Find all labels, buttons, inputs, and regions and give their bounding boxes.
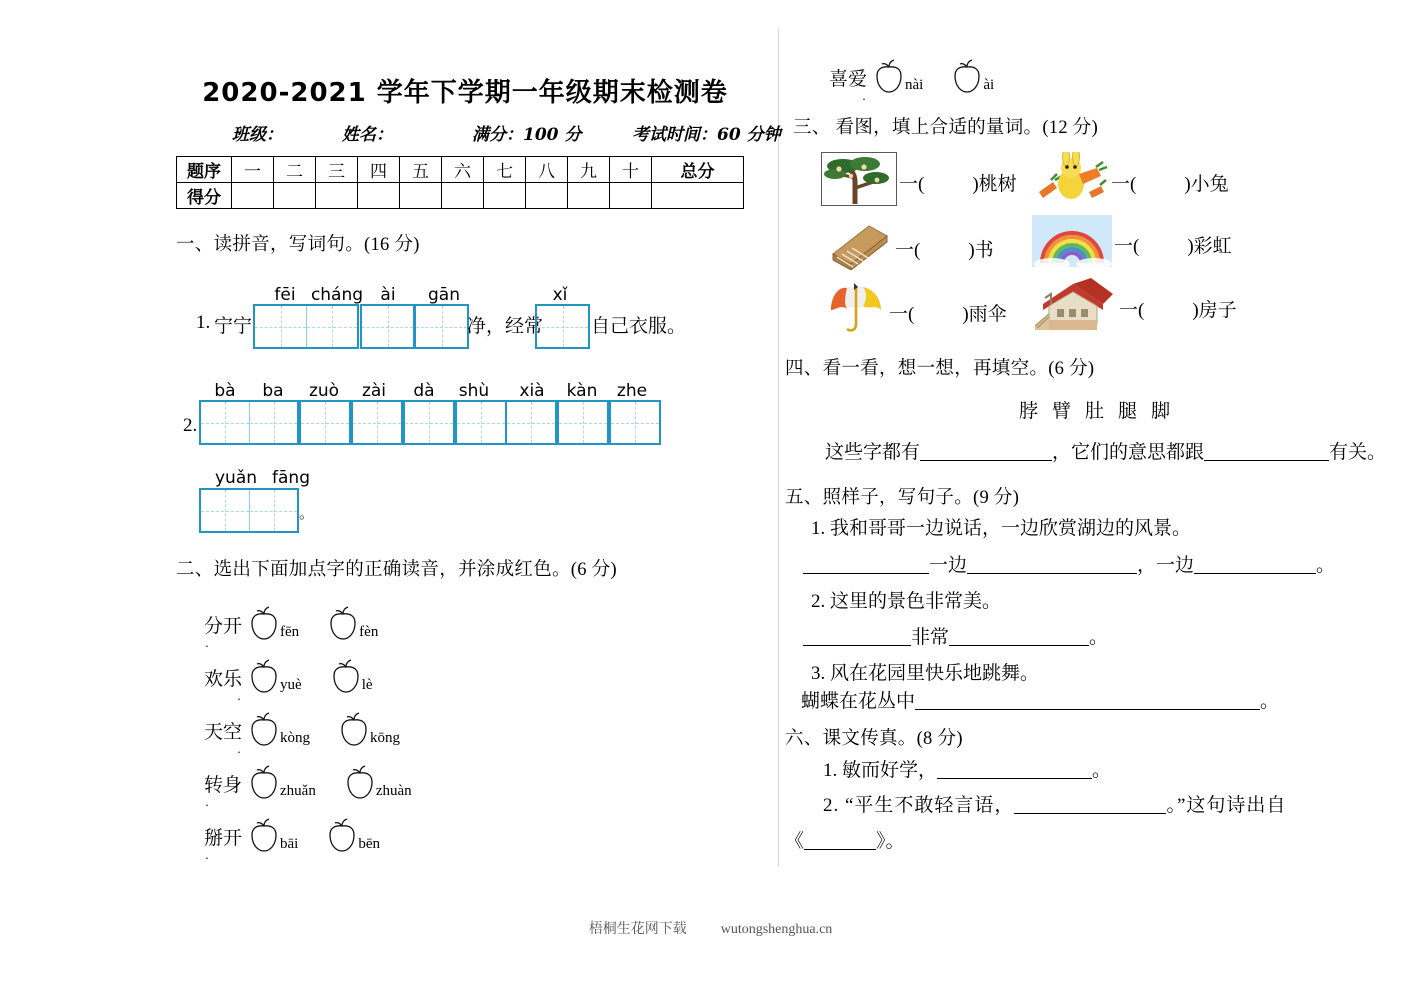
pinyin-zhe: zhe bbox=[616, 381, 648, 401]
apple-pinyin-1b: fèn bbox=[359, 624, 379, 640]
s5-kw-1b: ，一边 bbox=[1137, 555, 1195, 576]
quantity-blank-5[interactable]: 一( )雨伞 bbox=[889, 303, 1007, 325]
s6-blank-1[interactable] bbox=[937, 761, 1092, 779]
apple-pinyin-6b: ài bbox=[983, 77, 995, 93]
choice-word-6: 喜爱 . bbox=[829, 68, 868, 103]
apple-pinyin-5a: bāi bbox=[280, 836, 299, 852]
char-bo: 脖 bbox=[1019, 401, 1053, 422]
pinyin-yuan: yuǎn bbox=[214, 468, 258, 488]
score-cell-4[interactable] bbox=[358, 183, 400, 209]
tianzige-group-q3[interactable] bbox=[199, 488, 299, 533]
section-6-heading: 六、课文传真。(8 分) bbox=[785, 729, 963, 749]
umbrella-image bbox=[825, 282, 887, 336]
apple-icon[interactable] bbox=[244, 658, 284, 696]
score-cell-5[interactable] bbox=[400, 183, 442, 209]
score-cell-1[interactable] bbox=[232, 183, 274, 209]
apple-choice-row-6 bbox=[829, 58, 995, 103]
tianzige-group-q1-a[interactable] bbox=[253, 304, 359, 349]
rainbow-icon bbox=[1032, 215, 1112, 273]
pinyin-gan: gān bbox=[428, 285, 460, 305]
s6-blank-2[interactable] bbox=[1014, 796, 1166, 814]
row-label-question-order: 题序 bbox=[177, 157, 232, 183]
full-score-label: 满分：100 分 bbox=[472, 125, 582, 145]
tianzige-cell[interactable] bbox=[301, 402, 349, 443]
peach-tree-image bbox=[821, 152, 897, 206]
s5-lead-3: 蝴蝶在花丛中 bbox=[801, 691, 916, 712]
tianzige-cell[interactable] bbox=[201, 490, 249, 531]
book-image bbox=[827, 220, 893, 270]
pinyin-kan: kàn bbox=[566, 381, 598, 401]
col-1: 一 bbox=[232, 157, 274, 183]
s5-example-3: 3. 风在花园里快乐地跳舞。 bbox=[811, 663, 1040, 684]
col-5: 五 bbox=[400, 157, 442, 183]
house-icon bbox=[1029, 276, 1117, 340]
section-1-heading: 一、读拼音，写词句。(16 分) bbox=[176, 235, 420, 255]
q2-number: 2. bbox=[183, 415, 198, 436]
s5-kw-2b: 。 bbox=[1089, 627, 1109, 648]
tianzige-cell[interactable] bbox=[611, 402, 659, 443]
apple-option-4b[interactable] bbox=[340, 764, 380, 802]
footer-site-name: 梧桐生花网下载 bbox=[588, 922, 687, 937]
s5-answer-3 bbox=[801, 686, 1279, 713]
apple-pinyin-3b: kōng bbox=[370, 730, 401, 746]
apple-choice-row-2 bbox=[204, 658, 373, 703]
tianzige-cell[interactable] bbox=[255, 306, 306, 347]
score-cell-7[interactable] bbox=[484, 183, 526, 209]
q1-mid-text: 净，经常 bbox=[467, 316, 544, 337]
q3-tail-period: 。 bbox=[299, 506, 315, 522]
s5-kw-1a: 一边 bbox=[929, 555, 968, 576]
quantity-item-5 bbox=[825, 282, 1007, 342]
apple-option-1b[interactable] bbox=[323, 605, 363, 643]
s6-item-3 bbox=[785, 826, 905, 853]
s5-blank-1c[interactable] bbox=[1194, 556, 1316, 574]
apple-icon[interactable] bbox=[334, 711, 374, 749]
tianzige-word-shu[interactable] bbox=[455, 400, 507, 445]
section-2-heading: 二、选出下面加点字的正确读音，并涂成红色。(6 分) bbox=[176, 560, 617, 580]
tianzige-word-yuanfang[interactable] bbox=[199, 488, 299, 533]
pinyin-da: dà bbox=[413, 381, 435, 401]
tianzige-cell[interactable] bbox=[353, 402, 401, 443]
apple-pinyin-4b: zhuàn bbox=[375, 783, 412, 799]
tianzige-word-baba[interactable] bbox=[199, 400, 299, 445]
quantity-blank-3[interactable]: 一( )书 bbox=[895, 239, 994, 261]
pinyin-ba1: bà bbox=[214, 381, 236, 401]
s6-text-2: 2. “平生不敢轻言语， bbox=[823, 795, 1015, 816]
tianzige-group-q2-b[interactable] bbox=[505, 400, 661, 445]
tianzige-cell[interactable] bbox=[201, 402, 249, 443]
choice-word-5: 掰开 . bbox=[204, 827, 243, 862]
table-row-score bbox=[177, 183, 744, 209]
section-4-characters bbox=[1019, 396, 1184, 423]
choice-word-1: 分开 . bbox=[204, 615, 243, 650]
tianzige-word-kan[interactable] bbox=[557, 400, 609, 445]
s5-kw-3a: 。 bbox=[1260, 691, 1280, 712]
s5-blank-2b[interactable] bbox=[949, 628, 1089, 646]
quantity-blank-6[interactable]: 一( )房子 bbox=[1119, 299, 1237, 321]
house-image bbox=[1029, 276, 1117, 334]
peach-tree-icon bbox=[821, 152, 897, 212]
apple-icon[interactable] bbox=[244, 764, 284, 802]
col-7: 七 bbox=[484, 157, 526, 183]
row-label-score: 得分 bbox=[177, 183, 232, 209]
s6-blank-3[interactable] bbox=[804, 832, 876, 850]
pinyin-shu: shù bbox=[458, 381, 490, 401]
apple-icon[interactable] bbox=[869, 58, 909, 96]
apple-option-5b[interactable] bbox=[322, 817, 362, 855]
s5-kw-2a: 非常 bbox=[911, 627, 950, 648]
s5-blank-1a[interactable] bbox=[803, 556, 929, 574]
tianzige-word-xia[interactable] bbox=[505, 400, 557, 445]
score-cell-6[interactable] bbox=[442, 183, 484, 209]
s5-example-2: 2. 这里的景色非常美。 bbox=[811, 591, 1002, 612]
apple-pinyin-2a: yuè bbox=[280, 677, 302, 693]
col-10: 十 bbox=[610, 157, 652, 183]
tianzige-cell[interactable] bbox=[559, 402, 607, 443]
pinyin-fang: fāng bbox=[272, 468, 310, 488]
right-column bbox=[779, 0, 1421, 900]
s5-kw-1c: 。 bbox=[1316, 555, 1336, 576]
apple-icon[interactable] bbox=[326, 658, 366, 696]
section-4-heading: 四、看一看，想一想，再填空。(6 分) bbox=[785, 359, 1095, 379]
apple-icon[interactable] bbox=[244, 817, 284, 855]
s5-example-1: 1. 我和哥哥一边说话，一边欣赏湖边的风景。 bbox=[811, 518, 1192, 539]
tianzige-group-q2-a[interactable] bbox=[199, 400, 507, 445]
quantity-blank-1[interactable]: 一( )桃树 bbox=[899, 173, 1017, 195]
score-table bbox=[176, 156, 744, 209]
name-label: 姓名： bbox=[342, 125, 393, 145]
book-icon bbox=[827, 220, 893, 276]
choice-word-2: 欢乐 . bbox=[204, 668, 243, 703]
tianzige-word-feichang[interactable] bbox=[253, 304, 359, 349]
quantity-item-3 bbox=[827, 220, 994, 276]
apple-icon[interactable] bbox=[322, 817, 362, 855]
col-3: 三 bbox=[316, 157, 358, 183]
apple-choice-row-4 bbox=[204, 764, 412, 809]
quantity-item-2 bbox=[1031, 152, 1229, 212]
apple-choice-row-5 bbox=[204, 817, 381, 862]
q1-tail-text: 自己衣服。 bbox=[591, 316, 687, 337]
col-9: 九 bbox=[568, 157, 610, 183]
s6-text-3-after: 》。 bbox=[876, 831, 905, 852]
section-4-sentence bbox=[825, 437, 1386, 464]
apple-option-6b[interactable] bbox=[947, 58, 987, 96]
s6-text-1-after: 。 bbox=[1092, 760, 1112, 781]
char-bi: 臂 bbox=[1052, 401, 1086, 422]
s5-answer-2 bbox=[803, 622, 1108, 649]
pinyin-xi: xǐ bbox=[552, 285, 568, 305]
score-cell-10[interactable] bbox=[610, 183, 652, 209]
tianzige-word-da[interactable] bbox=[403, 400, 455, 445]
s6-item-2 bbox=[823, 790, 1286, 817]
umbrella-icon bbox=[825, 282, 887, 342]
apple-option-2b[interactable] bbox=[326, 658, 366, 696]
q1-lead-text: 宁宁 bbox=[214, 316, 253, 337]
tianzige-cell[interactable] bbox=[249, 402, 297, 443]
pinyin-chang: cháng bbox=[310, 285, 364, 305]
rabbit-carrot-icon bbox=[1031, 152, 1109, 212]
rabbit-carrot-image bbox=[1031, 152, 1109, 206]
apple-option-6a[interactable] bbox=[869, 58, 909, 96]
score-cell-total[interactable] bbox=[652, 183, 744, 209]
quantity-item-1 bbox=[821, 152, 1017, 212]
choice-word-4: 转身 . bbox=[204, 774, 243, 809]
char-jiao: 脚 bbox=[1151, 401, 1185, 422]
s4-part1: 这些字都有 bbox=[825, 442, 921, 463]
apple-pinyin-6a: nài bbox=[905, 77, 924, 93]
rainbow-image bbox=[1032, 215, 1112, 267]
apple-pinyin-3a: kòng bbox=[280, 730, 311, 746]
apple-option-5a[interactable] bbox=[244, 817, 284, 855]
score-cell-9[interactable] bbox=[568, 183, 610, 209]
s6-text-1: 1. 敏而好学， bbox=[823, 760, 938, 781]
page-title: 2020-2021 学年下学期一年级期末检测卷 bbox=[202, 78, 728, 108]
s6-text-2-after: 。”这句诗出自 bbox=[1166, 795, 1287, 816]
score-cell-3[interactable] bbox=[316, 183, 358, 209]
s5-blank-2a[interactable] bbox=[803, 628, 911, 646]
tianzige-word-zuo[interactable] bbox=[299, 400, 351, 445]
pinyin-zai: zài bbox=[361, 381, 387, 401]
char-du: 肚 bbox=[1085, 401, 1119, 422]
col-2: 二 bbox=[274, 157, 316, 183]
quantity-blank-2[interactable]: 一( )小兔 bbox=[1111, 173, 1229, 195]
tianzige-cell[interactable] bbox=[362, 306, 413, 347]
pinyin-xia: xià bbox=[519, 381, 545, 401]
tianzige-cell[interactable] bbox=[537, 306, 588, 347]
apple-option-4a[interactable] bbox=[244, 764, 284, 802]
s5-blank-1b[interactable] bbox=[967, 556, 1137, 574]
tianzige-word-ai[interactable] bbox=[360, 304, 415, 349]
footer-site-url: wutongshenghua.cn bbox=[720, 922, 833, 937]
s6-item-1 bbox=[823, 755, 1111, 782]
exam-meta-line bbox=[232, 120, 781, 145]
tianzige-cell[interactable] bbox=[405, 402, 453, 443]
choice-word-3: 天空 . bbox=[204, 721, 243, 756]
s5-blank-3a[interactable] bbox=[915, 692, 1260, 710]
tianzige-group-q1-b[interactable] bbox=[360, 304, 415, 349]
quantity-item-4 bbox=[1032, 215, 1232, 273]
apple-option-3a[interactable] bbox=[244, 711, 284, 749]
apple-choice-row-3 bbox=[204, 711, 401, 756]
s4-blank-1[interactable] bbox=[920, 443, 1052, 461]
tianzige-group-q1-c[interactable] bbox=[414, 304, 469, 349]
apple-icon[interactable] bbox=[323, 605, 363, 643]
pinyin-fei: fēi bbox=[274, 285, 296, 305]
score-cell-8[interactable] bbox=[526, 183, 568, 209]
char-tui: 腿 bbox=[1118, 401, 1152, 422]
s4-blank-2[interactable] bbox=[1204, 443, 1329, 461]
tianzige-word-zhe[interactable] bbox=[609, 400, 661, 445]
apple-option-3b[interactable] bbox=[334, 711, 374, 749]
tianzige-cell[interactable] bbox=[306, 306, 357, 347]
table-row-question-index bbox=[177, 157, 744, 183]
exam-time-label: 考试时间：60 分钟 bbox=[632, 125, 781, 145]
apple-icon[interactable] bbox=[244, 605, 284, 643]
tianzige-word-zai[interactable] bbox=[351, 400, 403, 445]
pinyin-zuo: zuò bbox=[308, 381, 340, 401]
tianzige-word-gan[interactable] bbox=[414, 304, 469, 349]
apple-pinyin-4a: zhuǎn bbox=[280, 783, 316, 799]
quantity-blank-4[interactable]: 一( )彩虹 bbox=[1114, 235, 1232, 257]
apple-pinyin-5b: bēn bbox=[358, 836, 381, 852]
col-6: 六 bbox=[442, 157, 484, 183]
s6-text-3: 《 bbox=[785, 831, 805, 852]
apple-choice-row-1 bbox=[204, 605, 379, 650]
apple-option-1a[interactable] bbox=[244, 605, 284, 643]
apple-pinyin-1a: fēn bbox=[280, 624, 300, 640]
tianzige-word-xi[interactable] bbox=[535, 304, 590, 349]
apple-icon[interactable] bbox=[244, 711, 284, 749]
tianzige-cell[interactable] bbox=[249, 490, 297, 531]
s4-part3: 有关。 bbox=[1329, 442, 1387, 463]
pinyin-ai: ài bbox=[380, 285, 396, 305]
class-label: 班级： bbox=[232, 125, 283, 145]
section-5-heading: 五、照样子，写句子。(9 分) bbox=[785, 488, 1020, 508]
s4-part2: ，它们的意思都跟 bbox=[1052, 442, 1205, 463]
q1-number: 1. bbox=[196, 312, 211, 333]
pinyin-ba2: ba bbox=[262, 381, 284, 401]
footer bbox=[0, 918, 1421, 938]
apple-icon[interactable] bbox=[947, 58, 987, 96]
apple-icon[interactable] bbox=[340, 764, 380, 802]
col-8: 八 bbox=[526, 157, 568, 183]
quantity-item-6 bbox=[1029, 276, 1237, 340]
tianzige-cell[interactable] bbox=[416, 306, 467, 347]
apple-pinyin-2b: lè bbox=[361, 677, 373, 693]
tianzige-cell[interactable] bbox=[457, 402, 505, 443]
apple-option-2a[interactable] bbox=[244, 658, 284, 696]
s5-answer-1 bbox=[803, 550, 1335, 577]
score-cell-2[interactable] bbox=[274, 183, 316, 209]
section-3-heading: 三、 看图，填上合适的量词。(12 分) bbox=[793, 118, 1099, 138]
col-4: 四 bbox=[358, 157, 400, 183]
tianzige-group-q1-d[interactable] bbox=[535, 304, 590, 349]
col-total: 总分 bbox=[652, 157, 744, 183]
tianzige-cell[interactable] bbox=[507, 402, 555, 443]
